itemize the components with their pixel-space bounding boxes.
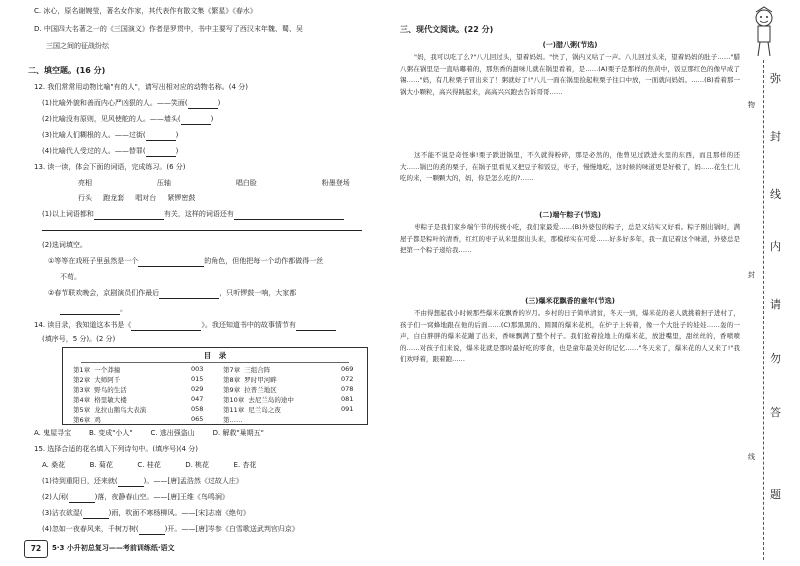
q15-line-1-b: )。——[唐]孟浩然《过故人庄》 — [143, 477, 243, 485]
seal-char-4: 内 — [770, 240, 781, 253]
story1b-text: 这不能不说是奇怪事!栗子跌进锅里，不久就得粉碎，那是必然的，他曾见过跌进火里的东西，而且那样的还大……锅巴的煮的栗子，在锅子里看见又把豆子和饭豆，枣子，慢慢地吃，这时候的味道更是好极了，妈……花生仁儿吃的来，一颗颗大的，妈，你是怎么吃的?…… — [400, 151, 740, 182]
q15-line-2-a: (2)人闲( — [42, 493, 69, 501]
story3-title: (三)爆米花飘香的童年(节选) — [525, 297, 615, 305]
toc-chapter-name: 野鸟的生活 — [94, 386, 127, 394]
seal-char-7: 答 — [770, 406, 781, 419]
q12-item-4-text: (4)比喻代人受过的人。——替罪( — [42, 147, 146, 155]
q12-blank-3[interactable] — [146, 132, 176, 141]
page-number: 72 — [30, 544, 42, 553]
cartoon-boy-icon — [744, 4, 784, 64]
q15-line-3-a: (3)沾衣欲湿( — [42, 509, 83, 517]
q13-p1b-text: 有关，这样的词语还有 — [163, 210, 234, 218]
toc-left-page-6: 065 — [191, 415, 204, 423]
q15-options — [42, 460, 256, 471]
q13-blank-5[interactable] — [60, 306, 120, 315]
q14-blank-1[interactable] — [131, 322, 201, 331]
q12-stem: 12. 我们常常用动物比喻"有的人"，请写出相对应的动物名称。(4 分) — [34, 83, 248, 91]
toc-left-page-3: 029 — [191, 385, 204, 393]
page-number-badge — [24, 540, 48, 558]
toc-ch: 第9章 — [223, 386, 241, 394]
q12-item-2-text: (2)比喻没有原则，见风使舵的人。——墙头( — [42, 115, 181, 123]
toc-chapter-name: 大师阿千 — [94, 376, 121, 384]
toc-right-row-2 — [223, 375, 277, 384]
q12-blank-1[interactable] — [188, 100, 218, 109]
story1-text: "妈，我可以吃了么?"八儿回过头，望着妈妈。"快了，锅内又咕了一声。八儿回过头来，望着妈妈的肚子……"腊八粥在锅里是一直咕嘟着的，那焦香的甜味儿就在锅里看着，是……(A)栗子是那样的焦黄中，饭豆那红色的像早成了锡……"妈，有几粒栗子冒出来了！粥就好了!"八儿一面在锅里捡起粒栗子往口中放，一面就问妈妈。……(B)看着那一锅大小颗粒，高兴得跳起来，高高兴兴跑去告诉哥哥…… — [400, 53, 740, 96]
q15-line-4-b: )开。——[唐]岑参《白雪歌送武判官归京》 — [164, 525, 299, 533]
q12-blank-2[interactable] — [181, 116, 211, 125]
seal-dashed-line — [763, 60, 764, 560]
story2-text: 枣粽子是我们家乡端午节的传统小吃，我们家最爱……(B)外婆包的粽子，总是又结实又好看。粽子刚出锅时，满屋子都是粽叶的清香，红红的枣子从米里探出头来，那模样实在可爱……好多好多年，我一直记着这个味道，外婆总是把第一个粽子递给我…… — [400, 223, 740, 254]
seal-char-8: 题 — [770, 488, 781, 501]
seal-char-6: 勿 — [770, 352, 781, 365]
toc-ch: 第5章 — [73, 406, 91, 414]
toc-chapter-name: 龙拉山鹅鸟大表演 — [94, 406, 147, 414]
q15-blank-2[interactable] — [69, 494, 95, 503]
q13-answer-line[interactable] — [42, 230, 362, 231]
q12-item-4 — [42, 146, 178, 157]
q15-line-3-b: )雨，吹面不寒杨柳风。——[宋]志南《绝句》 — [108, 509, 250, 517]
toc-right-page-3: 078 — [341, 385, 354, 393]
seal-small-1: 物 — [748, 101, 755, 109]
q13-words-row2 — [78, 193, 195, 204]
q15-line-1 — [42, 476, 243, 487]
toc-chapter-name: 鸡 — [94, 416, 101, 424]
q14-stem2-text: 》。我还知道书中的故事情节有 — [201, 321, 296, 329]
toc-ch: 第2章 — [73, 376, 91, 384]
q14-options — [34, 428, 264, 439]
q13-p2a2-text: 的角色，但他把每一个动作都做得一丝 — [204, 257, 324, 265]
toc-ch: 第10章 — [223, 396, 245, 404]
q13-part2b — [48, 288, 296, 299]
q13-blank-3[interactable] — [138, 258, 204, 267]
toc-left-row-2 — [73, 375, 120, 384]
q15-stem: 15. 选择合适的花名填入下列诗句中。(填序号)(4 分) — [34, 445, 198, 453]
q15-line-3 — [42, 508, 250, 519]
q12-close-3: ) — [175, 131, 179, 139]
story3-text: 不由得想起我小时候那些爆米花飘香的岁月。乡村的日子简单清贫，冬天一到，爆米花的老人就挑着担子进村了，孩子们一窝蜂地跟在他的后面……(C)那黑黑的、圆圆的爆米花机，在炉子上转着，像一个大肚子的娃娃……轰的一声，白白胖胖的爆米花蹦了出来，香味飘满了整个村子。我们抢着捡地上的爆米花，放进嘴里，甜丝丝的，香喷喷的……对孩子们来说，爆米花就是那时最好吃的零食，也是童年最美好的记忆……"冬天来了，爆米花的人又来了!"我们欢呼着，跟着跑…… — [400, 309, 740, 363]
toc-left-row-4 — [73, 395, 127, 404]
q14-option-b[interactable]: B. 变成"小人" — [88, 429, 133, 437]
q12-item-1-text: (1)比喻外貌和善而内心严凶狠的人。——笑面( — [42, 99, 188, 107]
toc-chapter-name: 三组合阵 — [244, 366, 271, 374]
option-c: C. 冰心，原名谢婉莹，著名女作家，其代表作有散文集《繁星》《春水》 — [34, 7, 257, 15]
q13-part1 — [42, 209, 344, 220]
toc-left-page-4: 047 — [191, 395, 204, 403]
q13-p2a-text: ①等等在戏班子里虽然是一个 — [48, 257, 139, 265]
toc-right-page-4: 081 — [341, 395, 354, 403]
q13-p2b-text: ②春节联欢晚会，京剧演员们作最后 — [48, 289, 160, 297]
q12-item-3 — [42, 130, 178, 141]
toc-chapter-name: 拉普兰地区 — [244, 386, 277, 394]
toc-right-page-5: 091 — [341, 405, 354, 413]
option-d-cont: 三国之间的征战纷纭 — [46, 42, 109, 50]
toc-ch: 第11章 — [223, 406, 245, 414]
toc-right-row-5 — [223, 405, 281, 414]
toc-ch: 第8章 — [223, 376, 241, 384]
q15-blank-1[interactable] — [118, 478, 144, 487]
toc-chapter-name: 去尼兰岛的途中 — [248, 396, 294, 404]
footer-text: 5·3 小升初总复习——考前训练纸·语文 — [52, 544, 175, 552]
q13-p2b3-text: 。 — [120, 305, 127, 313]
q12-close-4: ) — [175, 147, 179, 155]
toc-right-row-4 — [223, 395, 294, 404]
q12-item-2 — [42, 114, 213, 125]
q15-option-b[interactable]: B. 菊花 — [89, 461, 113, 469]
q13-blank-1[interactable] — [94, 211, 164, 220]
q14-stem — [34, 320, 336, 331]
q15-option-d[interactable]: D. 桃花 — [185, 461, 210, 469]
word-3: 唱白脸 — [235, 179, 257, 187]
q15-line-1-a: (1)待到重阳日，还来就( — [42, 477, 118, 485]
q14-option-a[interactable]: A. 鬼屋寻宝 — [34, 429, 72, 437]
story1-title: (一)腊八粥(节选) — [542, 41, 598, 49]
q13-part2a — [48, 256, 323, 267]
q15-option-a[interactable]: A. 桑花 — [42, 461, 66, 469]
q12-close-1: ) — [217, 99, 221, 107]
word-6: 跑龙套 — [103, 194, 125, 202]
q12-item-3-text: (3)比喻人们糊根的人。——过街( — [42, 131, 146, 139]
q13-blank-4[interactable] — [159, 290, 219, 299]
word-7: 唱对台 — [135, 194, 157, 202]
toc-left-row-6 — [73, 415, 101, 424]
toc-ch: 第3章 — [73, 386, 91, 394]
q15-blank-3[interactable] — [83, 510, 109, 519]
seal-char-1: 弥 — [770, 72, 781, 85]
toc-right-page-2: 072 — [341, 375, 354, 383]
toc-divider — [81, 362, 349, 363]
q14-option-c[interactable]: C. 逃出强盗山 — [150, 429, 195, 437]
q12-blank-4[interactable] — [146, 148, 176, 157]
word-5: 行头 — [78, 194, 92, 202]
toc-left-row-3 — [73, 385, 127, 394]
word-1: 亮相 — [78, 179, 92, 187]
q13-p1-text: (1)以上词语都和 — [42, 210, 94, 218]
q13-stem: 13. 读一读，体会下面的词语，完成练习。(6 分) — [34, 163, 186, 171]
seal-small-2: 封 — [748, 271, 755, 279]
toc-chapter-name: 一个莽撞 — [94, 366, 121, 374]
toc-ch: 第1章 — [73, 366, 91, 374]
option-d: D. 中国四大名著之一的《三国演义》作者是罗贯中，书中主要写了西汉末年魏、蜀、吴 — [34, 25, 303, 33]
toc-ch: 第7章 — [223, 366, 241, 374]
seal-char-2: 封 — [770, 130, 781, 143]
toc-left-page-2: 015 — [191, 375, 204, 383]
q15-line-2-b: )落，夜静春山空。——[唐]王维《鸟鸣涧》 — [94, 493, 229, 501]
toc-right-row-6 — [223, 415, 243, 424]
q14-stem-text: 14. 读目录，我知道这本书是《 — [34, 321, 132, 329]
toc-box — [62, 347, 368, 425]
q13-p2b2-text: ，只听锣鼓一响，大家都 — [219, 289, 297, 297]
toc-left-page-1: 003 — [191, 365, 204, 373]
q13-blank-2[interactable] — [234, 211, 344, 220]
story2-title: (二)端午粽子(节选) — [539, 211, 601, 219]
q14-blank-2[interactable] — [296, 322, 336, 331]
q13-part2a-cont: 不苟。 — [60, 273, 81, 281]
toc-left-page-5: 058 — [191, 405, 204, 413]
word-8: 紧锣密鼓 — [167, 194, 196, 202]
q15-option-c[interactable]: C. 桂花 — [137, 461, 161, 469]
q13-words-row1 — [78, 178, 350, 189]
toc-ch: 第…… — [223, 416, 243, 424]
toc-left-row-5 — [73, 405, 146, 414]
q13-part2b-cont — [60, 304, 127, 315]
section2-title: 二、填空题。(16 分) — [28, 66, 106, 75]
q15-line-4-a: (4)忽如一夜春风来，千树万树( — [42, 525, 139, 533]
toc-chapter-name: 罗时甲河畔 — [244, 376, 277, 384]
q15-blank-4[interactable] — [139, 526, 165, 535]
toc-right-row-1 — [223, 365, 270, 374]
q15-line-4 — [42, 524, 299, 535]
q13-part2: (2)选词填空。 — [42, 241, 87, 249]
seal-char-3: 线 — [770, 188, 781, 201]
seal-char-5: 请 — [770, 298, 781, 311]
toc-ch: 第4章 — [73, 396, 91, 404]
q14-option-d[interactable]: D. 解救"巢期五" — [212, 429, 264, 437]
q12-item-1 — [42, 98, 220, 109]
seal-small-3: 线 — [748, 453, 755, 461]
toc-left-row-1 — [73, 365, 120, 374]
q12-close-2: ) — [210, 115, 214, 123]
section3-title: 三、现代文阅读。(22 分) — [400, 25, 494, 34]
toc-chapter-name: 格里敏大楼 — [94, 396, 127, 404]
q14-stem3: (填序号，5 分)。(2 分) — [42, 335, 116, 343]
toc-right-page-1: 069 — [341, 365, 354, 373]
q15-line-2 — [42, 492, 229, 503]
toc-title: 目 录 — [203, 351, 227, 360]
toc-right-row-3 — [223, 385, 277, 394]
q15-option-e[interactable]: E. 杏花 — [233, 461, 257, 469]
toc-ch: 第6章 — [73, 416, 91, 424]
word-2: 压轴 — [156, 179, 171, 187]
word-4: 粉墨登场 — [321, 179, 350, 187]
toc-chapter-name: 尼兰岛之夜 — [248, 406, 281, 414]
